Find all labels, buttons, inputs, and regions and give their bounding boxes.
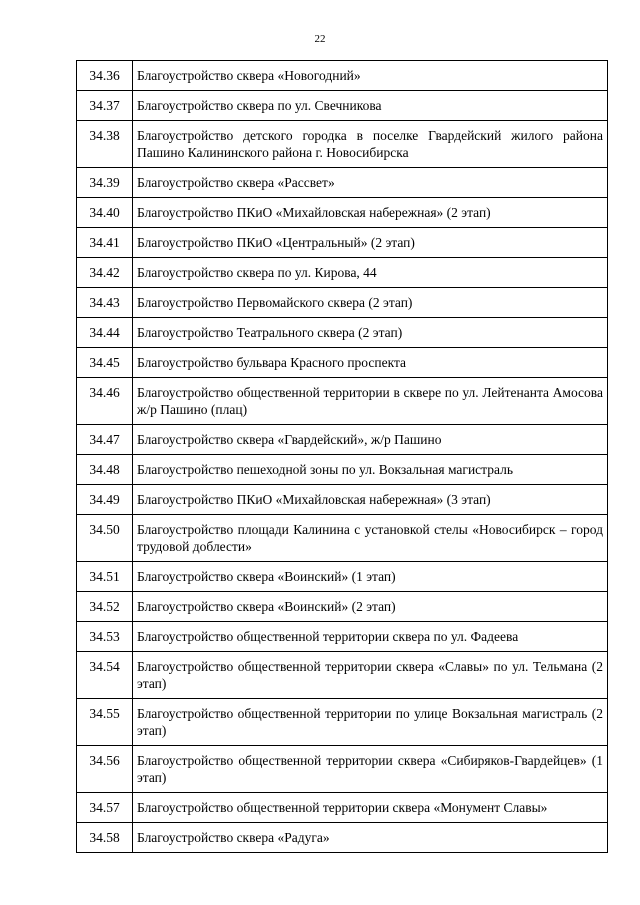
table-row (77, 622, 608, 652)
table-row (77, 699, 608, 746)
row-description: Благоустройство общественной территории сквера «Сибиряков-Гвардейцев» (1 этап) (133, 746, 608, 793)
row-description: Благоустройство общественной территории в сквере по ул. Лейтенанта Амосова ж/р Пашино (плац) (133, 378, 608, 425)
row-number: 34.38 (77, 121, 133, 168)
table-row (77, 121, 608, 168)
row-number: 34.43 (77, 288, 133, 318)
row-description: Благоустройство общественной территории сквера «Славы» по ул. Тельмана (2 этап) (133, 652, 608, 699)
row-description: Благоустройство площади Калинина с установкой стелы «Новосибирск – город трудовой доблести» (133, 515, 608, 562)
row-number: 34.42 (77, 258, 133, 288)
row-number: 34.57 (77, 793, 133, 823)
row-number: 34.45 (77, 348, 133, 378)
table-row (77, 652, 608, 699)
row-description: Благоустройство бульвара Красного проспекта (133, 348, 608, 378)
row-number: 34.53 (77, 622, 133, 652)
improvement-projects-table (76, 60, 608, 853)
row-description: Благоустройство общественной территории по улице Вокзальная магистраль (2 этап) (133, 699, 608, 746)
table-row (77, 562, 608, 592)
row-number: 34.37 (77, 91, 133, 121)
row-number: 34.50 (77, 515, 133, 562)
row-description: Благоустройство общественной территории сквера «Монумент Славы» (133, 793, 608, 823)
table-row (77, 168, 608, 198)
row-description: Благоустройство Театрального сквера (2 этап) (133, 318, 608, 348)
table-row (77, 592, 608, 622)
row-number: 34.39 (77, 168, 133, 198)
row-description: Благоустройство сквера «Воинский» (2 этап) (133, 592, 608, 622)
row-description: Благоустройство детского городка в поселке Гвардейский жилого района Пашино Калининского района г. Новосибирска (133, 121, 608, 168)
row-number: 34.49 (77, 485, 133, 515)
row-number: 34.44 (77, 318, 133, 348)
row-description: Благоустройство сквера «Новогодний» (133, 61, 608, 91)
table-row (77, 746, 608, 793)
table-row (77, 793, 608, 823)
row-description: Благоустройство пешеходной зоны по ул. Вокзальная магистраль (133, 455, 608, 485)
row-description: Благоустройство сквера «Радуга» (133, 823, 608, 853)
row-description: Благоустройство ПКиО «Михайловская набережная» (3 этап) (133, 485, 608, 515)
table-row (77, 288, 608, 318)
row-number: 34.51 (77, 562, 133, 592)
row-description: Благоустройство сквера по ул. Свечникова (133, 91, 608, 121)
table-row (77, 515, 608, 562)
table-row (77, 228, 608, 258)
row-number: 34.55 (77, 699, 133, 746)
row-number: 34.41 (77, 228, 133, 258)
row-description: Благоустройство ПКиО «Центральный» (2 этап) (133, 228, 608, 258)
row-description: Благоустройство сквера «Гвардейский», ж/р Пашино (133, 425, 608, 455)
table-row (77, 258, 608, 288)
table-row (77, 61, 608, 91)
row-number: 34.54 (77, 652, 133, 699)
table-body (77, 61, 608, 853)
row-description: Благоустройство сквера «Воинский» (1 этап) (133, 562, 608, 592)
row-number: 34.48 (77, 455, 133, 485)
table-row (77, 198, 608, 228)
table-row (77, 425, 608, 455)
page-number: 22 (314, 33, 326, 45)
table-row (77, 378, 608, 425)
row-number: 34.58 (77, 823, 133, 853)
row-description: Благоустройство сквера «Рассвет» (133, 168, 608, 198)
row-number: 34.40 (77, 198, 133, 228)
table-row (77, 318, 608, 348)
row-description: Благоустройство сквера по ул. Кирова, 44 (133, 258, 608, 288)
row-number: 34.36 (77, 61, 133, 91)
table-row (77, 348, 608, 378)
row-number: 34.56 (77, 746, 133, 793)
table-row (77, 823, 608, 853)
row-number: 34.47 (77, 425, 133, 455)
row-number: 34.52 (77, 592, 133, 622)
row-description: Благоустройство общественной территории сквера по ул. Фадеева (133, 622, 608, 652)
table-row (77, 91, 608, 121)
row-description: Благоустройство Первомайского сквера (2 этап) (133, 288, 608, 318)
row-description: Благоустройство ПКиО «Михайловская набережная» (2 этап) (133, 198, 608, 228)
table-row (77, 455, 608, 485)
row-number: 34.46 (77, 378, 133, 425)
table-row (77, 485, 608, 515)
